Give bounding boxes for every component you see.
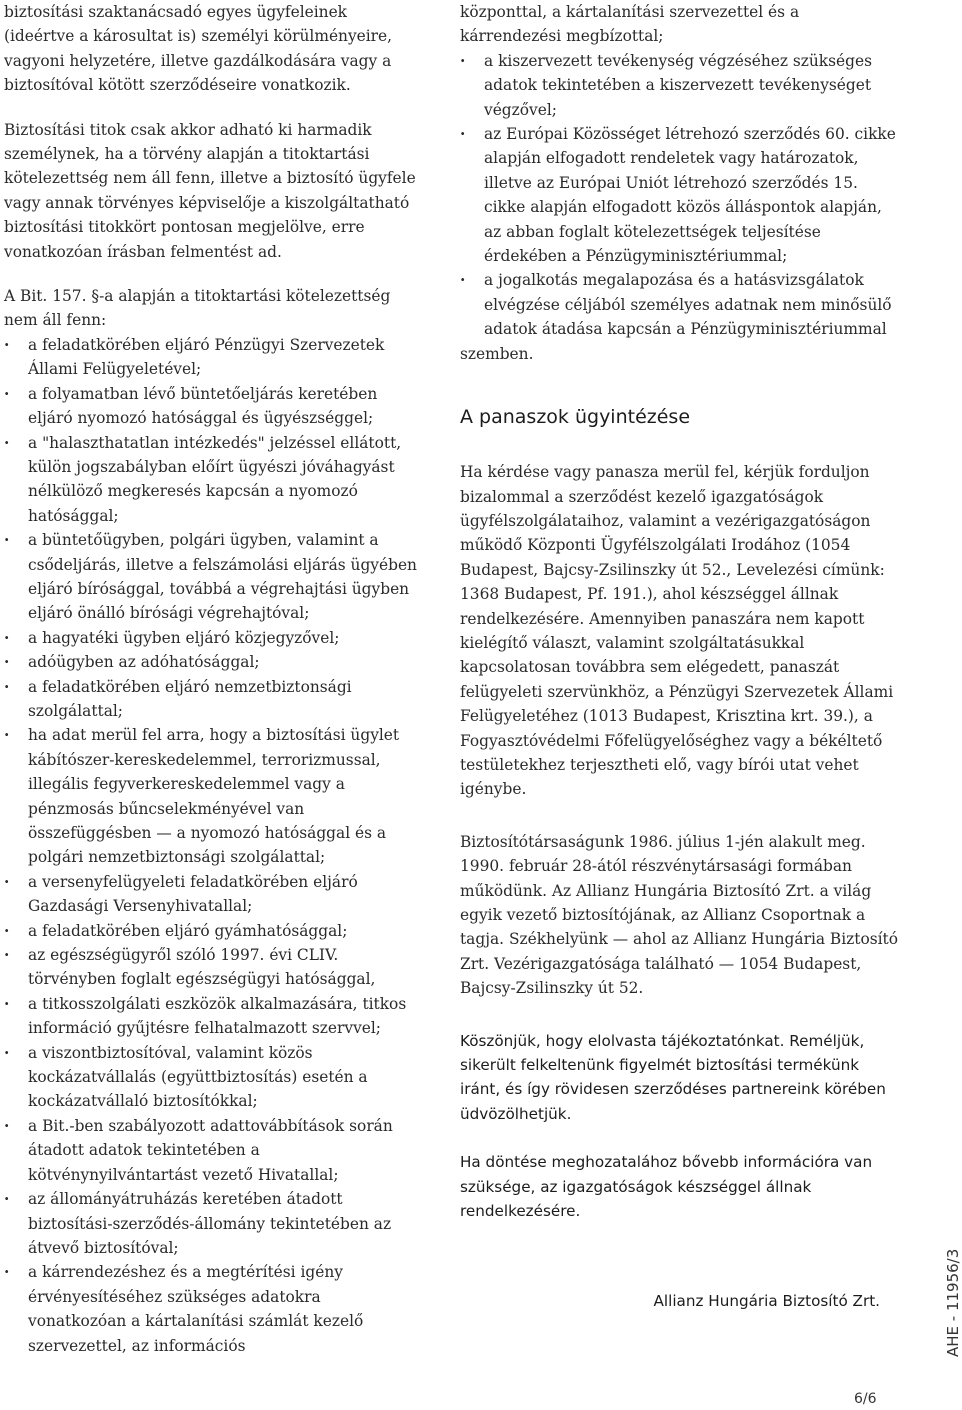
list-item-text: a viszontbiztosítóval, valamint közös kockázatvállalás (együttbiztosítás) esetén a kockázatvállaló biztosítókkal; [28,1043,368,1111]
complaints-paragraph: Ha kérdése vagy panasza merül fel, kérjük forduljon bizalommal a szerződést kezelő igazgatóságok ügyfélszolgálataihoz, valamint a vezérigazgatóságon működő Központi Ügyfélszolgálati Irodához (1054 Budapest, Bajcsy-Zsilinszky út 52., Levelezési címünk: 1368 Budapest, Pf. 191.), ahol készséggel állnak rendelkezésére. Amennyiben panaszára nem kapott kielégítő választ, valamint szolgáltatásukkal kapcsolatosan továbbra sem elégedett, panaszát felügyeleti szervünkhöz, a Pénzügyi Szervezetek Állami Felügyeletéhez (1013 Budapest, Krisztina krt. 39.), a Fogyasztóvédelmi Főfelügyelőséghez vagy a békéltető testületekhez terjesztheti elő, vagy bírói utat vehet igénybe. [460,463,894,799]
list-item-text: a versenyfelügyeleti feladatkörében eljáró Gazdasági Versenyhivatallal; [28,872,358,916]
list-item-text: a "halaszthatatlan intézkedés" jelzéssel ellátott, külön jogszabályban előírt ügyészi jóváhagyást nélkülöző megkeresés kapcsán a nyomozó hatósággal; [28,433,402,525]
page-number: 6/6 [854,1391,877,1407]
bullet-icon: · [4,1190,10,1209]
bullet-icon: · [4,1263,10,1282]
list-item-text: a Bit.-ben szabályozott adattovábbítások során átadott adatok tekintetében a kötvénynyilvántartást vezető Hivatallal; [28,1116,393,1184]
list-item [4,650,422,674]
document-code: AHE - 11956/3 [944,1248,962,1357]
bullet-icon: · [4,677,10,696]
list-item-text: ha adat merül fel arra, hogy a biztosítási ügylet kábítószer-kereskedelemmel, terrorizmussal, illegális fegyverkereskedelemmel vagy a pénzmosás bűncselekményével van összefüggésben — a nyomozó hatósággal és a polgári nemzetbiztonsági szolgálattal; [28,726,400,867]
list-item-text: a folyamatban lévő büntetőeljárás keretében eljáró nyomozó hatósággal és ügyészséggel; [28,384,378,428]
list-continuation: központtal, a kártalanítási szervezettel és a kárrendezési megbízottal; [460,3,800,46]
list-item-text: az Európai Közösséget létrehozó szerződés 60. cikke alapján elfogadott rendeletek vagy határozatok, illetve az Európai Uniót létrehozó szerződés 15. cikke alapján elfogadott közös álláspontok alapján, az abban foglalt kötelezettségek teljesítése érdekében a Pénzügyminisztériummal; [484,125,896,266]
bullet-icon: · [4,946,10,965]
list-item [4,1114,422,1187]
secrecy-paragraph: Biztosítási titok csak akkor adható ki harmadik személynek, ha a törvény alapján a titoktartási kötelezettség nem áll fenn, illetve a biztosító ügyfele vagy annak törvényes képviselője a kiszolgáltatható biztosítási titokkört pontosan megjelölve, erre vonatkozóan írásban felmentést ad. [4,120,416,261]
list-item-text: adóügyben az adóhatósággal; [28,653,260,672]
info-paragraph: Ha döntése meghozatalához bővebb információra van szüksége, az igazgatóságok készséggel állnak rendelkezésére. [460,1153,873,1221]
list-item [4,431,422,529]
bullet-icon: · [4,384,10,403]
list-item [4,870,422,919]
right-column [460,0,900,1314]
exceptions-intro: A Bit. 157. §-a alapján a titoktartási kötelezettség nem áll fenn: [4,287,391,330]
list-closing: szemben. [460,344,534,363]
bullet-icon: · [4,628,10,647]
list-item [460,49,900,122]
list-item-text: az állományátruházás keretében átadott biztosítási-szerződés-állomány tekintetében az átvevő biztosítóval; [28,1190,392,1257]
bullet-icon: · [4,726,10,745]
list-item-text: a feladatkörében eljáró nemzetbiztonsági szolgálattal; [28,677,352,720]
thanks-paragraph: Köszönjük, hogy elolvasta tájékoztatónkat. Reméljük, sikerült felkeltenünk figyelmét biztosítási termékünk iránt, és így rövidesen szerződéses partnereink körében üdvözölhetjük. [460,1031,886,1123]
list-item [4,626,422,650]
list-item [4,333,422,382]
company-paragraph: Biztosítótársaságunk 1986. július 1-jén alakult meg. 1990. február 28-ától részvénytársasági formában működünk. Az Allianz Hungária Biztosító Zrt. a világ egyik vezető biztosítójának, az Allianz Csoportnak a tagja. Székhelyünk — ahol az Allianz Hungária Biztosító Zrt. Vezérigazgatósága található — 1054 Budapest, Bajcsy-Zsilinszky út 52. [460,832,898,998]
bullet-icon: · [460,271,466,290]
bullet-icon: · [4,335,10,354]
list-item-text: a titkosszolgálati eszközök alkalmazására, titkos információ gyűjtésre felhatalmazott szervvel; [28,994,407,1038]
bullet-icon: · [460,125,466,144]
bullet-icon: · [4,994,10,1013]
list-item-text: a kárrendezéshez és a megtérítési igény érvényesítéséhez szükséges adatokra vonatkozóan a kártalanítási számlát kezelő szervezettel, az információs [28,1263,364,1355]
list-item [4,1187,422,1260]
list-item-text: a büntetőügyben, polgári ügyben, valamint a csődeljárás, illetve a felszámolási eljárás ügyében eljáró bírósággal, továbbá a végrehajtási ügyben eljáró önálló bírósági végrehajtóval; [28,531,417,623]
bullet-icon: · [460,51,466,70]
list-item-text: a hagyatéki ügyben eljáró közjegyzővel; [28,628,340,647]
bullet-icon: · [4,872,10,891]
bullet-icon: · [4,433,10,452]
bullet-icon: · [4,531,10,550]
bullet-icon: · [4,1116,10,1135]
signature: Allianz Hungária Biztosító Zrt. [653,1292,880,1311]
list-item [4,528,422,626]
list-item [4,675,422,724]
list-item-text: a jogalkotás megalapozása és a hatásvizsgálatok elvégzése céljából személyes adatnak nem minősülő adatok átadása kapcsán a Pénzügyminisztériummal [484,271,892,339]
list-item-text: a kiszervezett tevékenység végzéséhez szükséges adatok tekintetében a kiszervezett tevékenységet végzővel; [484,51,872,119]
list-item-text: a feladatkörében eljáró gyámhatósággal; [28,921,348,940]
list-item [4,919,422,943]
list-item [4,1041,422,1114]
list-item-text: a feladatkörében eljáró Pénzügyi Szervezetek Állami Felügyeletével; [28,335,385,379]
list-item [4,723,422,869]
bullet-icon: · [4,653,10,672]
list-item [4,992,422,1041]
exceptions-list-continued [460,49,900,342]
list-item [4,382,422,431]
list-item-text: az egészségügyről szóló 1997. évi CLIV. törvényben foglalt egészségügyi hatósággal, [28,946,376,989]
bullet-icon: · [4,921,10,940]
list-item [4,1260,422,1358]
complaints-heading: A panaszok ügyintézése [460,406,691,429]
exceptions-list [4,333,422,1358]
bullet-icon: · [4,1043,10,1062]
list-item [4,943,422,992]
left-column [4,0,422,1358]
list-item [460,122,900,268]
list-item [460,268,900,341]
intro-paragraph: biztosítási szaktanácsadó egyes ügyfeleinek (ideértve a károsultat is) személyi körülményeire, vagyoni helyzetére, illetve gazdálkodására vagy a biztosítóval kötött szerződéseire vonatkozik. [4,3,393,95]
